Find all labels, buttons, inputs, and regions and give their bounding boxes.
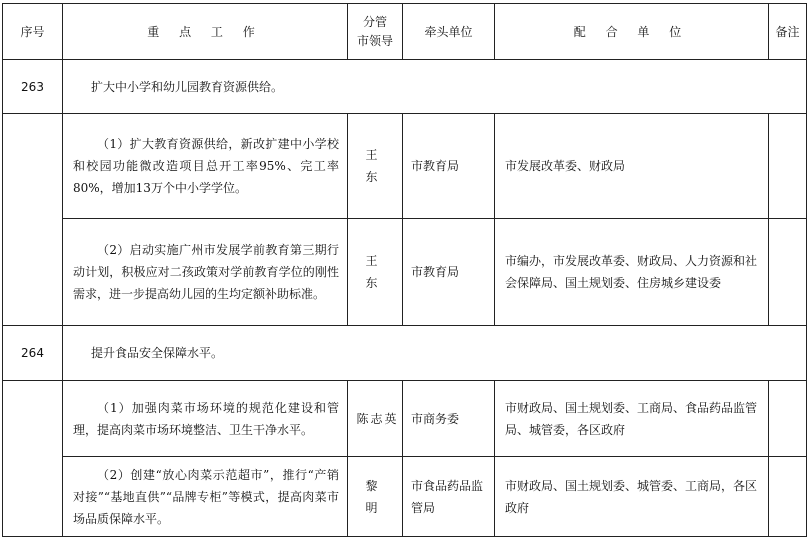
task-remarks bbox=[769, 219, 807, 326]
task-leader: 王 东 bbox=[348, 114, 403, 219]
item-row bbox=[3, 60, 807, 114]
task-remarks bbox=[769, 114, 807, 219]
header-row bbox=[3, 4, 807, 60]
task-coop-units: 市编办，市发展改革委、财政局、人力资源和社会保障局、国土规划委、住房城乡建设委 bbox=[495, 219, 769, 326]
task-coop-units: 市财政局、国土规划委、城管委、工商局，各区政府 bbox=[495, 457, 769, 537]
task-row bbox=[3, 457, 807, 537]
task-lead-unit: 市商务委 bbox=[403, 381, 495, 457]
header-lead-unit: 牵头单位 bbox=[403, 4, 495, 60]
task-leader: 陈志英 bbox=[348, 381, 403, 457]
header-seq: 序号 bbox=[3, 4, 63, 60]
task-text: （1）扩大教育资源供给，新改扩建中小学校和校园功能微改造项目总开工率95%、完工率80%，增加13万个中小学学位。 bbox=[63, 114, 348, 219]
task-group-blank bbox=[3, 381, 63, 537]
task-row bbox=[3, 114, 807, 219]
task-row bbox=[3, 219, 807, 326]
task-row bbox=[3, 381, 807, 457]
item-row bbox=[3, 326, 807, 381]
task-text: （2）创建“放心肉菜示范超市”，推行“产销对接”“基地直供”“品牌专柜”等模式，提高肉菜市场品质保障水平。 bbox=[63, 457, 348, 537]
header-coop-units: 配 合 单 位 bbox=[495, 4, 769, 60]
item-title: 提升食品安全保障水平。 bbox=[63, 326, 807, 381]
header-work: 重 点 工 作 bbox=[63, 4, 348, 60]
task-leader: 黎 明 bbox=[348, 457, 403, 537]
header-remarks: 备注 bbox=[769, 4, 807, 60]
task-text: （2）启动实施广州市发展学前教育第三期行动计划，积极应对二孩政策对学前教育学位的刚性需求，进一步提高幼儿园的生均定额补助标准。 bbox=[63, 219, 348, 326]
task-leader: 王 东 bbox=[348, 219, 403, 326]
task-lead-unit: 市教育局 bbox=[403, 219, 495, 326]
task-lead-unit: 市食品药品监管局 bbox=[403, 457, 495, 537]
task-remarks bbox=[769, 457, 807, 537]
task-group-blank bbox=[3, 114, 63, 326]
task-remarks bbox=[769, 381, 807, 457]
header-leader-line2: 市领导 bbox=[356, 33, 393, 48]
document-frame bbox=[2, 3, 808, 544]
item-number: 263 bbox=[3, 60, 63, 114]
task-text: （1）加强肉菜市场环境的规范化建设和管理，提高肉菜市场环境整洁、卫生干净水平。 bbox=[63, 381, 348, 457]
work-plan-table bbox=[2, 3, 807, 537]
header-leader-line1: 分管 bbox=[362, 14, 387, 29]
item-number: 264 bbox=[3, 326, 63, 381]
task-coop-units: 市财政局、国土规划委、工商局、食品药品监管局、城管委，各区政府 bbox=[495, 381, 769, 457]
task-lead-unit: 市教育局 bbox=[403, 114, 495, 219]
header-leader bbox=[348, 4, 403, 60]
task-coop-units: 市发展改革委、财政局 bbox=[495, 114, 769, 219]
item-title: 扩大中小学和幼儿园教育资源供给。 bbox=[63, 60, 807, 114]
